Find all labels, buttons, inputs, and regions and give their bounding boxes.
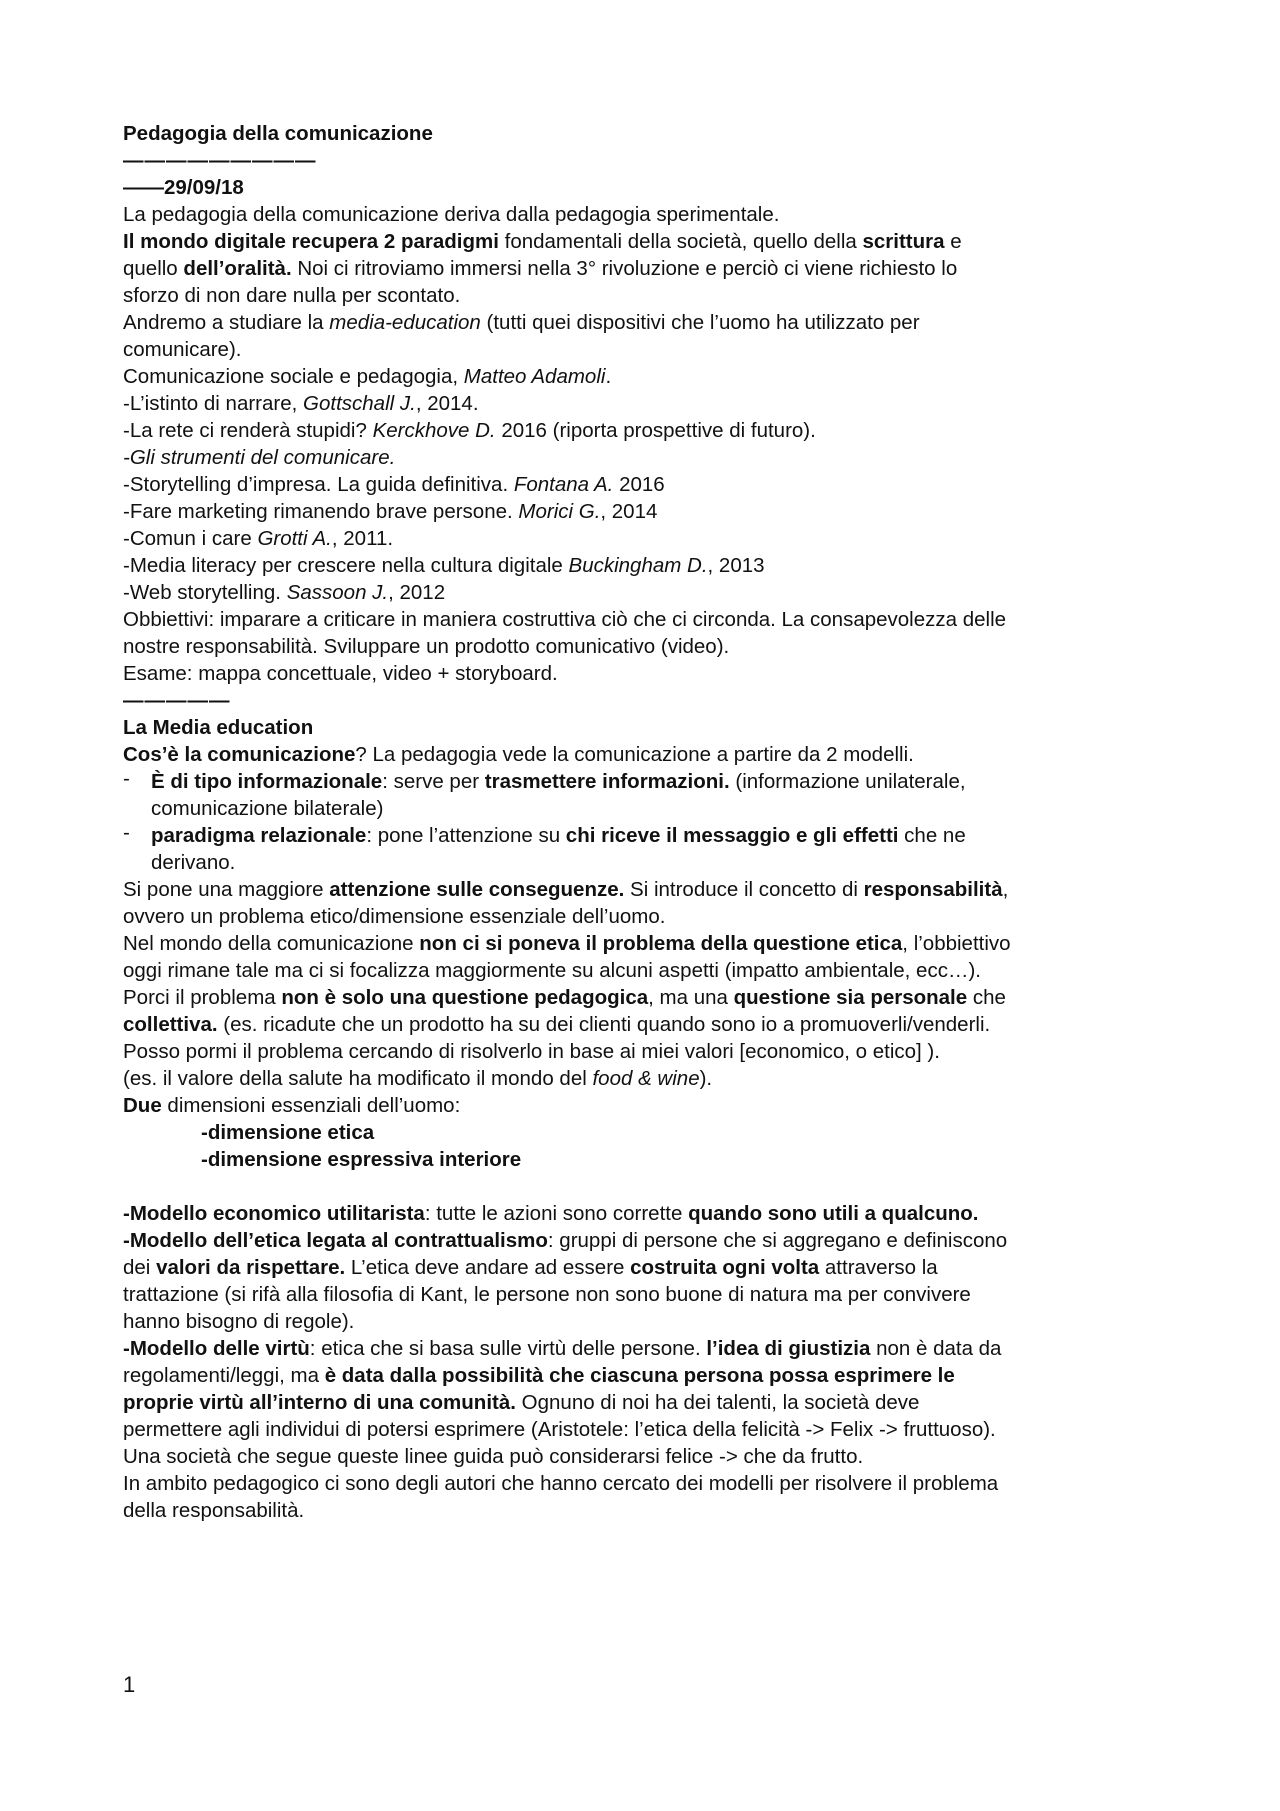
- author: Kerckhove D.: [372, 419, 496, 442]
- bold-text: costruita ogni volta: [630, 1256, 820, 1279]
- paragraph-line: Posso pormi il problema cercando di risolverlo in base ai miei valori [economico, o etico] ).: [123, 1040, 940, 1063]
- bold-text: Cos’è la comunicazione: [123, 743, 356, 766]
- text: ,: [1002, 878, 1009, 901]
- text: (tutti quei dispositivi che l’uomo ha utilizzato per: [480, 311, 920, 334]
- text: -Storytelling d’impresa. La guida definitiva.: [123, 473, 514, 496]
- paradigm-line-2: [123, 255, 1183, 282]
- text: : etica che si basa sulle virtù delle persone.: [309, 1337, 707, 1360]
- model-line: [123, 1227, 1183, 1254]
- italic-text: food & wine: [592, 1067, 700, 1090]
- text: Porci il problema: [123, 986, 282, 1009]
- media-education-line-2: comunicare).: [123, 338, 242, 361]
- bold-text: Il mondo digitale recupera 2 paradigmi: [123, 230, 499, 253]
- dimension-item: -dimensione espressiva interiore: [201, 1148, 522, 1171]
- reference-item: -Gli strumenti del comunicare.: [123, 446, 396, 469]
- text: che ne: [898, 824, 966, 847]
- bold-text: Due: [123, 1094, 162, 1117]
- text: regolamenti/leggi, ma: [123, 1364, 325, 1387]
- text: -Fare marketing rimanendo brave persone.: [123, 500, 519, 523]
- dimensions-heading: [123, 1092, 1183, 1119]
- document-page: [123, 120, 1183, 1524]
- model-line: Una società che segue queste linee guida può considerarsi felice -> che da frutto.: [123, 1445, 864, 1468]
- bold-text: -Modello economico utilitarista: [123, 1202, 425, 1225]
- paradigm-line-1: [123, 228, 1183, 255]
- bold-text: dell’oralità.: [183, 257, 292, 280]
- author: Buckingham D.: [568, 554, 708, 577]
- bold-text: quando sono utili a qualcuno.: [688, 1202, 979, 1225]
- reference-item: [123, 498, 1183, 525]
- bold-text: l’idea di giustizia: [706, 1337, 871, 1360]
- text: attraverso la: [819, 1256, 938, 1279]
- author: Grotti A.: [257, 527, 332, 550]
- blank-line: [123, 1173, 1183, 1200]
- text: -L’istinto di narrare,: [123, 392, 304, 415]
- paragraph-line: ovvero un problema etico/dimensione essenziale dell’uomo.: [123, 905, 666, 928]
- paragraph-line: [123, 876, 1183, 903]
- bold-text: chi riceve il messaggio e gli effetti: [565, 824, 899, 847]
- text: -La rete ci renderà stupidi?: [123, 419, 373, 442]
- paragraph-line: [123, 930, 1183, 957]
- text: , ma una: [648, 986, 734, 1009]
- list-item: [123, 822, 1183, 849]
- bold-text: -Modello dell’etica legata al contrattualismo: [123, 1229, 548, 1252]
- bold-text: È di tipo informazionale: [151, 770, 383, 793]
- bold-text: proprie virtù all’interno di una comunità.: [123, 1391, 516, 1414]
- objectives-line-1: Obbiettivi: imparare a criticare in maniera costruttiva ciò che ci circonda. La consapevolezza delle: [123, 608, 1007, 631]
- text: Nel mondo della comunicazione: [123, 932, 420, 955]
- text: .: [605, 365, 612, 388]
- model-line: [123, 1362, 1183, 1389]
- model-line: In ambito pedagogico ci sono degli autori che hanno cercato dei modelli per risolvere il problema: [123, 1472, 999, 1495]
- author: Matteo Adamoli: [463, 365, 606, 388]
- model-line: [123, 1389, 1183, 1416]
- question-line: [123, 741, 1183, 768]
- page-number: 1: [123, 1672, 136, 1697]
- text: , 2014.: [415, 392, 479, 415]
- text: dimensioni essenziali dell’uomo:: [161, 1094, 461, 1117]
- text: Ognuno di noi ha dei talenti, la società deve: [515, 1391, 920, 1414]
- bold-text: è data dalla possibilità che ciascuna persona possa esprimere le: [324, 1364, 955, 1387]
- list-item-continuation: derivano.: [151, 851, 236, 874]
- author: Gottschall J.: [303, 392, 416, 415]
- bold-text: valori da rispettare.: [156, 1256, 346, 1279]
- reference-item: [123, 525, 1183, 552]
- text: : gruppi di persone che si aggregano e definiscono: [547, 1229, 1008, 1252]
- section-title: La Media education: [123, 716, 314, 739]
- text: ? La pedagogia vede la comunicazione a partire da 2 modelli.: [355, 743, 914, 766]
- bold-text: scrittura: [862, 230, 945, 253]
- reference-item: [123, 471, 1183, 498]
- author: Fontana A.: [513, 473, 614, 496]
- bold-text: collettiva.: [123, 1013, 218, 1036]
- text: (informazione unilaterale,: [729, 770, 966, 793]
- paragraph-line: [123, 984, 1183, 1011]
- model-line: permettere agli individui di potersi esprimere (Aristotele: l’etica della felicità -> Felix -> fruttuoso).: [123, 1418, 996, 1441]
- bullet-mark: -: [123, 767, 130, 790]
- author: Sassoon J.: [286, 581, 389, 604]
- reference-item: [123, 390, 1183, 417]
- text: (es. ricadute che un prodotto ha su dei clienti quando sono io a promuoverli/venderli.: [217, 1013, 991, 1036]
- text: L’etica deve andare ad essere: [345, 1256, 631, 1279]
- model-line: [123, 1200, 1183, 1227]
- bold-text: questione sia personale: [733, 986, 968, 1009]
- text: non è data da: [870, 1337, 1002, 1360]
- intro-line: La pedagogia della comunicazione deriva dalla pedagogia sperimentale.: [123, 203, 780, 226]
- reference-item: [123, 552, 1183, 579]
- title-divider: —————————: [123, 149, 317, 172]
- text: Si pone una maggiore: [123, 878, 330, 901]
- reference-item: [123, 579, 1183, 606]
- bold-text: non è solo una questione pedagogica: [281, 986, 649, 1009]
- reference-item: [123, 417, 1183, 444]
- paragraph-line: [123, 1011, 1183, 1038]
- bold-text: responsabilità: [863, 878, 1003, 901]
- media-education-line-1: [123, 309, 1183, 336]
- model-line: [123, 1254, 1183, 1281]
- text: Noi ci ritroviamo immersi nella 3° rivoluzione e perciò ci viene richiesto lo: [291, 257, 958, 280]
- section-divider: —————: [123, 689, 231, 712]
- text: 2016 (riporta prospettive di futuro).: [495, 419, 816, 442]
- bold-text: -Modello delle virtù: [123, 1337, 310, 1360]
- bold-text: trasmettere informazioni.: [484, 770, 730, 793]
- model-line: trattazione (si rifà alla filosofia di Kant, le persone non sono buone di natura ma per convivere: [123, 1283, 971, 1306]
- text: Si introduce il concetto di: [624, 878, 864, 901]
- text: Andremo a studiare la: [123, 311, 330, 334]
- text: : pone l’attenzione su: [366, 824, 566, 847]
- italic-text: media-education: [329, 311, 481, 334]
- text: (es. il valore della salute ha modificato il mondo del: [123, 1067, 593, 1090]
- text: -Comun i care: [123, 527, 258, 550]
- text: , 2013: [707, 554, 765, 577]
- author: Morici G.: [518, 500, 601, 523]
- text: : tutte le azioni sono corrette: [424, 1202, 689, 1225]
- model-line: [123, 1335, 1183, 1362]
- text: dei: [123, 1256, 157, 1279]
- text: e: [944, 230, 962, 253]
- text: , 2011.: [331, 527, 394, 550]
- bold-text: paradigma relazionale: [151, 824, 367, 847]
- objectives-line-2: nostre responsabilità. Sviluppare un prodotto comunicativo (video).: [123, 635, 730, 658]
- bold-text: attenzione sulle conseguenze.: [329, 878, 625, 901]
- text: , l’obbiettivo: [902, 932, 1011, 955]
- paragraph-line: oggi rimane tale ma ci si focalizza maggiormente su alcuni aspetti (impatto ambientale, ecc…).: [123, 959, 981, 982]
- list-item-continuation: comunicazione bilaterale): [151, 797, 384, 820]
- date-heading: ——29/09/18: [123, 176, 244, 199]
- text: : serve per: [382, 770, 485, 793]
- text: -Web storytelling.: [123, 581, 287, 604]
- text: fondamentali della società, quello della: [498, 230, 863, 253]
- text: Comunicazione sociale e pedagogia,: [123, 365, 464, 388]
- paradigm-line-3: sforzo di non dare nulla per scontato.: [123, 284, 461, 307]
- dimension-item: -dimensione etica: [201, 1121, 375, 1144]
- model-line: hanno bisogno di regole).: [123, 1310, 355, 1333]
- text: , 2014: [600, 500, 658, 523]
- bullet-mark: -: [123, 821, 130, 844]
- text: ).: [699, 1067, 713, 1090]
- model-line: della responsabilità.: [123, 1499, 305, 1522]
- exam-line: Esame: mappa concettuale, video + storyboard.: [123, 662, 558, 685]
- text: che: [967, 986, 1006, 1009]
- list-item: [123, 768, 1183, 795]
- text: -Media literacy per crescere nella cultura digitale: [123, 554, 569, 577]
- text: 2016: [613, 473, 665, 496]
- text: , 2012: [388, 581, 446, 604]
- document-title: Pedagogia della comunicazione: [123, 122, 433, 145]
- bold-text: non ci si poneva il problema della questione etica: [419, 932, 903, 955]
- paragraph-line: [123, 1065, 1183, 1092]
- text: quello: [123, 257, 184, 280]
- reference-item: [123, 363, 1183, 390]
